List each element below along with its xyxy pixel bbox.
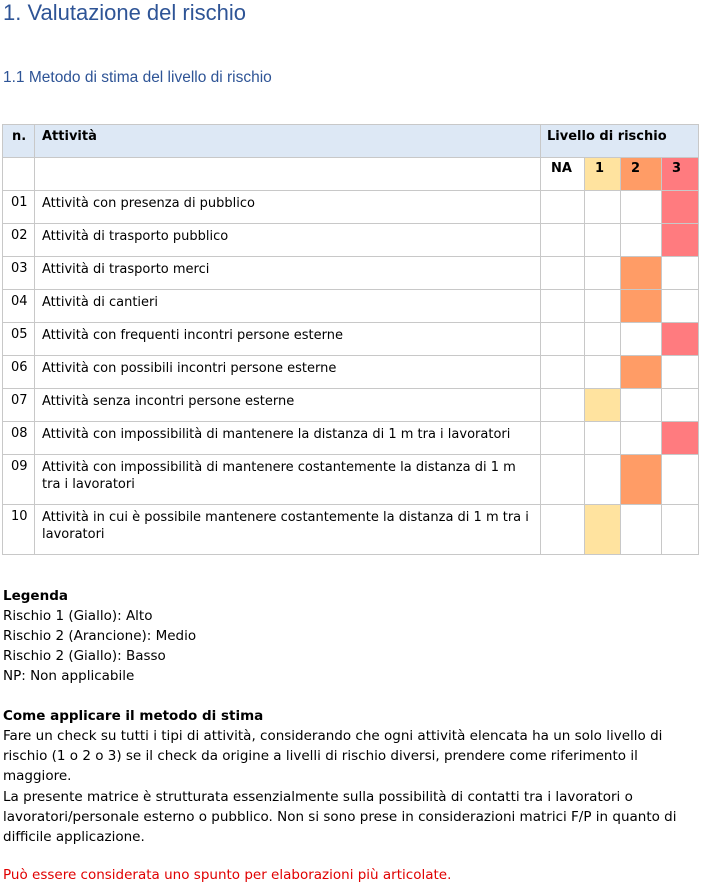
risk-cell-level-1 [585, 422, 621, 455]
table-row [3, 422, 699, 455]
row-activity: Attività con impossibilità di mantenere la distanza di 1 m tra i lavoratori [35, 422, 541, 455]
row-activity: Attività con presenza di pubblico [35, 191, 541, 224]
page-title: 1. Valutazione del rischio [3, 0, 246, 25]
risk-cell-level-3-marked [662, 224, 699, 257]
subheader-empty [3, 158, 35, 191]
table-row [3, 323, 699, 356]
risk-cell-level-3-marked [662, 323, 699, 356]
risk-cell-level-2 [621, 389, 662, 422]
method-text-2: La presente matrice è strutturata essenzialmente sulla possibilità di contatti tra i lavoratori o lavoratori/personale esterno o pubblico. Non si sono prese in considerazioni matrici F/P in quanto di difficile applicazione. [3, 789, 677, 845]
subheader-empty [35, 158, 541, 191]
risk-cell-level-1 [585, 224, 621, 257]
row-number: 10 [3, 505, 35, 555]
col-header-level: Livello di rischio [541, 125, 699, 158]
level-header-1: 1 [585, 158, 621, 191]
risk-cell-level-2 [621, 191, 662, 224]
risk-cell-level-3-marked [662, 422, 699, 455]
table-row [3, 224, 699, 257]
risk-cell-level-3 [662, 356, 699, 389]
risk-cell-na [541, 257, 585, 290]
risk-cell-level-1 [585, 455, 621, 505]
method-text: Fare un check su tutti i tipi di attività, considerando che ogni attività elencata ha un solo livello di rischio (1 o 2 o 3) se il check da origine a livelli di rischio diversi, prendere come riferimento il maggiore. [3, 728, 663, 784]
risk-cell-level-3 [662, 505, 699, 555]
legend [3, 586, 196, 686]
risk-cell-level-2 [621, 505, 662, 555]
risk-cell-level-2-marked [621, 257, 662, 290]
table-row [3, 290, 699, 323]
table-row [3, 505, 699, 555]
risk-cell-level-3 [662, 455, 699, 505]
col-header-n: n. [3, 125, 35, 158]
legend-item: NP: Non applicabile [3, 668, 135, 684]
method-title: Come applicare il metodo di stima [3, 708, 264, 724]
row-activity: Attività senza incontri persone esterne [35, 389, 541, 422]
table-row [3, 257, 699, 290]
risk-cell-na [541, 422, 585, 455]
risk-cell-level-3 [662, 389, 699, 422]
col-header-activity: Attività [35, 125, 541, 158]
risk-table [2, 124, 699, 555]
legend-item: Rischio 2 (Arancione): Medio [3, 628, 197, 644]
row-number: 08 [3, 422, 35, 455]
risk-cell-na [541, 224, 585, 257]
risk-cell-level-1 [585, 323, 621, 356]
level-header-3: 3 [662, 158, 699, 191]
risk-cell-level-2 [621, 224, 662, 257]
row-number: 04 [3, 290, 35, 323]
level-header-na: NA [541, 158, 585, 191]
method-section [3, 706, 703, 786]
table-row [3, 191, 699, 224]
risk-cell-level-1-marked [585, 505, 621, 555]
risk-cell-na [541, 323, 585, 356]
row-number: 07 [3, 389, 35, 422]
row-activity: Attività con possibili incontri persone esterne [35, 356, 541, 389]
risk-cell-level-1-marked [585, 389, 621, 422]
risk-cell-na [541, 505, 585, 555]
row-activity: Attività di trasporto merci [35, 257, 541, 290]
risk-cell-level-2-marked [621, 290, 662, 323]
risk-cell-level-2-marked [621, 455, 662, 505]
row-activity: Attività di trasporto pubblico [35, 224, 541, 257]
row-number: 02 [3, 224, 35, 257]
risk-cell-level-2-marked [621, 356, 662, 389]
level-header-2: 2 [621, 158, 662, 191]
risk-cell-level-1 [585, 191, 621, 224]
risk-cell-level-1 [585, 290, 621, 323]
row-number: 05 [3, 323, 35, 356]
legend-item: Rischio 1 (Giallo): Alto [3, 608, 153, 624]
risk-cell-na [541, 290, 585, 323]
risk-cell-na [541, 191, 585, 224]
row-number: 09 [3, 455, 35, 505]
row-activity: Attività con frequenti incontri persone esterne [35, 323, 541, 356]
legend-title: Legenda [3, 588, 68, 604]
method-note: Può essere considerata uno spunto per elaborazioni più articolate. [3, 867, 452, 883]
risk-cell-level-3 [662, 257, 699, 290]
risk-cell-level-3-marked [662, 191, 699, 224]
row-number: 01 [3, 191, 35, 224]
row-activity: Attività di cantieri [35, 290, 541, 323]
row-number: 03 [3, 257, 35, 290]
legend-item: Rischio 2 (Giallo): Basso [3, 648, 166, 664]
risk-cell-level-2 [621, 323, 662, 356]
risk-cell-na [541, 389, 585, 422]
row-activity: Attività in cui è possibile mantenere costantemente la distanza di 1 m tra i lavoratori [35, 505, 541, 555]
section-title: 1.1 Metodo di stima del livello di rischio [3, 69, 272, 86]
risk-cell-level-2 [621, 422, 662, 455]
risk-cell-na [541, 455, 585, 505]
row-activity: Attività con impossibilità di mantenere costantemente la distanza di 1 m tra i lavoratori [35, 455, 541, 505]
table-row [3, 356, 699, 389]
risk-cell-level-1 [585, 257, 621, 290]
risk-cell-level-3 [662, 290, 699, 323]
risk-cell-na [541, 356, 585, 389]
row-number: 06 [3, 356, 35, 389]
table-row [3, 455, 699, 505]
table-row [3, 389, 699, 422]
risk-cell-level-1 [585, 356, 621, 389]
